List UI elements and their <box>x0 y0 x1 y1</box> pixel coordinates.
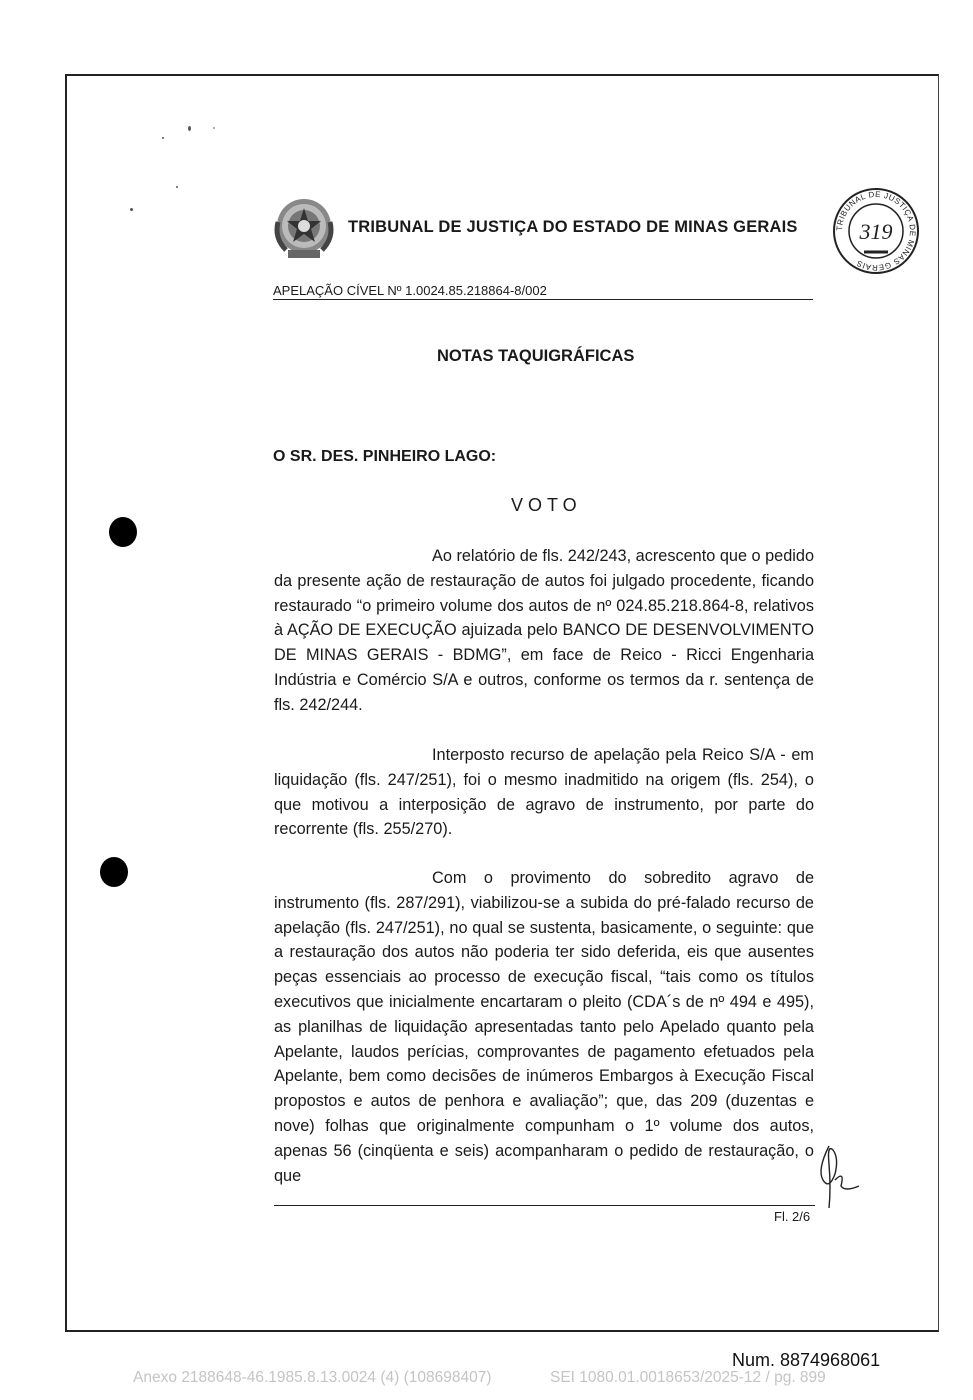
scan-speck <box>162 137 164 139</box>
punch-hole-top <box>109 517 137 547</box>
vote-heading: VOTO <box>511 495 582 515</box>
section-title: NOTAS TAQUIGRÁFICAS <box>437 347 635 365</box>
court-seal-stamp <box>831 186 921 276</box>
scan-speck <box>176 186 178 188</box>
handwritten-signature <box>815 1140 863 1212</box>
coat-of-arms-emblem <box>268 192 340 264</box>
footer-sei-reference: SEI 1080.01.0018653/2025-12 / pg. 899 <box>550 1369 826 1386</box>
case-number: APELAÇÃO CÍVEL Nº 1.0024.85.218864-8/002 <box>273 283 813 300</box>
seal-handwritten-number: 319 <box>859 219 893 244</box>
document-number: Num. 8874968061 <box>732 1350 881 1370</box>
court-name: TRIBUNAL DE JUSTIÇA DO ESTADO DE MINAS GERAIS <box>348 218 798 236</box>
scan-speck <box>213 127 215 129</box>
punch-hole-bottom <box>100 857 128 887</box>
speaker-heading: O SR. DES. PINHEIRO LAGO: <box>273 448 497 465</box>
scan-speck <box>188 126 191 131</box>
scan-speck <box>130 208 133 211</box>
page-number: Fl. 2/6 <box>774 1209 811 1224</box>
footer-rule <box>274 1205 815 1206</box>
paragraph-1: Ao relatório de fls. 242/243, acrescento que o pedido da presente ação de restauração de autos foi julgado procedente, ficando restaurado “o primeiro volume dos autos de nº 024.85.218.864-8, relativos à AÇÃO DE EXECUÇÃO ajuizada pelo BANCO DE DESENVOLVIMENTO DE MINAS GERAIS - BDMG”, em face de Reico - Ricci Engenharia Indústria e Comércio S/A e outros, conforme os termos da r. sentença de fls. 242/244. <box>274 547 814 714</box>
seal-ring-text: TRIBUNAL DE JUSTIÇA DE MINAS GERAIS <box>834 189 918 273</box>
paragraph-3: Com o provimento do sobredito agravo de instrumento (fls. 287/291), viabilizou-se a subida do pré-falado recurso de apelação (fls. 247/251), no qual se sustenta, basicamente, o seguinte: que a restauração dos autos não poderia ter sido deferida, eis que ausentes peças essenciais ao processo de execução fiscal, “tais como os títulos executivos que inicialmente encartaram o pleito (CDA´s de nº 494 e 495), as planilhas de liquidação apresentadas tanto pelo Apelado quanto pela Apelante, laudos perícias, comprovantes de pagamento efetuados pela Apelante, bem como decisões de inúmeros Embargos à Execução Fiscal propostos e autos de penhora e avaliação”; que, das 209 (duzentas e nove) folhas que originalmente compunham o 1º volume dos autos, apenas 56 (cinqüenta e seis) acompanharam o pedido de restauração, o que <box>274 869 814 1185</box>
footer-annex-reference: Anexo 2188648-46.1985.8.13.0024 (4) (108698407) <box>133 1369 492 1386</box>
paragraph-2: Interposto recurso de apelação pela Reico S/A - em liquidação (fls. 247/251), foi o mesmo inadmitido na origem (fls. 254), o que motivou a interposição de agravo de instrumento, por parte do recorrente (fls. 255/270). <box>274 746 814 839</box>
